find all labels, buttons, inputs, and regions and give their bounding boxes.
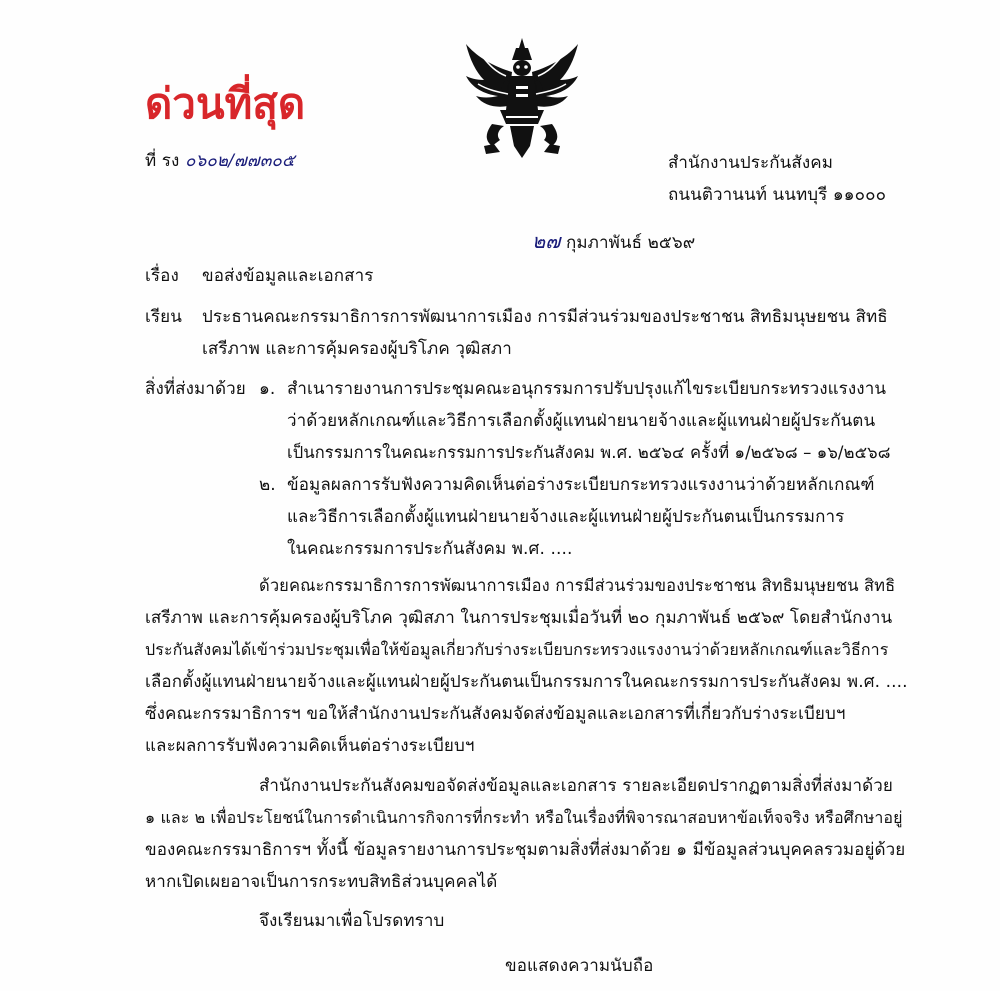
closing-request: จึงเรียนมาเพื่อโปรดทราบ <box>259 911 445 931</box>
enclosure-line: สำเนารายงานการประชุมคณะอนุกรรมการปรับปรุงแก้ไขระเบียบกระทรวงแรงงาน <box>287 379 887 399</box>
recipient-label: เรียน <box>145 307 182 327</box>
body-line: เลือกตั้งผู้แทนฝ่ายนายจ้างและผู้แทนฝ่ายผู้ประกันตนเป็นกรรมการในคณะกรรมการประกันสังคม พ.ศ. .... <box>145 672 908 692</box>
urgency-stamp: ด่วนที่สุด <box>145 79 306 128</box>
body-line: ๑ และ ๒ เพื่อประโยชน์ในการดำเนินการกิจการที่กระทำ หรือในเรื่องที่พิจารณาสอบหาข้อเท็จจริง หรือศึกษาอยู่ <box>145 808 903 827</box>
reference-line <box>145 149 295 173</box>
enclosure-number: ๒. <box>259 475 276 495</box>
body-line: เสรีภาพ และการคุ้มครองผู้บริโภค วุฒิสภา ในการประชุมเมื่อวันที่ ๒๐ กุมภาพันธ์ ๒๕๖๙ โดยสำนักงาน <box>145 608 893 628</box>
date-day: ๒๗ <box>532 229 561 253</box>
enclosure-line: เป็นกรรมการในคณะกรรมการประกันสังคม พ.ศ. ๒๕๖๔ ครั้งที่ ๑/๒๕๖๘ – ๑๖/๒๕๖๘ <box>287 443 891 462</box>
enclosure-line: ข้อมูลผลการรับฟังความคิดเห็นต่อร่างระเบียบกระทรวงแรงงานว่าด้วยหลักเกณฑ์ <box>287 475 875 495</box>
enclosure-line: ว่าด้วยหลักเกณฑ์และวิธีการเลือกตั้งผู้แทนฝ่ายนายจ้างและผู้แทนฝ่ายผู้ประกันตน <box>287 411 876 431</box>
body-line: ของคณะกรรมาธิการฯ ทั้งนี้ ข้อมูลรายงานการประชุมตามสิ่งที่ส่งมาด้วย ๑ มีข้อมูลส่วนบุคคลรวมอยู่ด้วย <box>145 840 906 860</box>
recipient-line: เสรีภาพ และการคุ้มครองผู้บริโภค วุฒิสภา <box>202 339 512 359</box>
letter-date <box>532 229 695 255</box>
enclosure-line: และวิธีการเลือกตั้งผู้แทนฝ่ายนายจ้างและผู้แทนฝ่ายผู้ประกันตนเป็นกรรมการ <box>287 507 845 527</box>
body-line: สำนักงานประกันสังคมขอจัดส่งข้อมูลและเอกสาร รายละเอียดปรากฏตามสิ่งที่ส่งมาด้วย <box>259 776 893 796</box>
garuda-emblem-icon <box>462 36 582 160</box>
body-line: ด้วยคณะกรรมาธิการการพัฒนาการเมือง การมีส่วนร่วมของประชาชน สิทธิมนุษยชน สิทธิ <box>259 576 896 595</box>
body-line: ซึ่งคณะกรรมาธิการฯ ขอให้สำนักงานประกันสังคมจัดส่งข้อมูลและเอกสารที่เกี่ยวกับร่างระเบียบฯ <box>145 704 846 724</box>
body-line: ประกันสังคมได้เข้าร่วมประชุมเพื่อให้ข้อมูลเกี่ยวกับร่างระเบียบกระทรวงแรงงานว่าด้วยหลักเกณฑ์และวิธีการ <box>145 640 889 659</box>
reference-prefix: ที่ รง <box>145 151 180 171</box>
subject-text: ขอส่งข้อมูลและเอกสาร <box>202 266 374 286</box>
enclosure-number: ๑. <box>259 379 276 399</box>
office-address: ถนนติวานนท์ นนทบุรี ๑๑๐๐๐ <box>668 185 887 205</box>
date-month-year: กุมภาพันธ์ ๒๕๖๙ <box>565 233 696 253</box>
recipient-line: ประธานคณะกรรมาธิการการพัฒนาการเมือง การมีส่วนร่วมของประชาชน สิทธิมนุษยชน สิทธิ <box>202 307 888 327</box>
office-name: สำนักงานประกันสังคม <box>668 153 834 173</box>
subject-label: เรื่อง <box>145 266 179 286</box>
body-line: และผลการรับฟังความคิดเห็นต่อร่างระเบียบฯ <box>145 736 475 756</box>
enclosures-label: สิ่งที่ส่งมาด้วย <box>145 379 246 399</box>
reference-number: ๐๖๐๒/๗๗๓๐๕ <box>184 151 295 171</box>
enclosure-line: ในคณะกรรมการประกันสังคม พ.ศ. .... <box>287 539 573 559</box>
sign-off: ขอแสดงความนับถือ <box>505 956 654 976</box>
body-line: หากเปิดเผยอาจเป็นการกระทบสิทธิส่วนบุคคลได้ <box>145 872 498 892</box>
